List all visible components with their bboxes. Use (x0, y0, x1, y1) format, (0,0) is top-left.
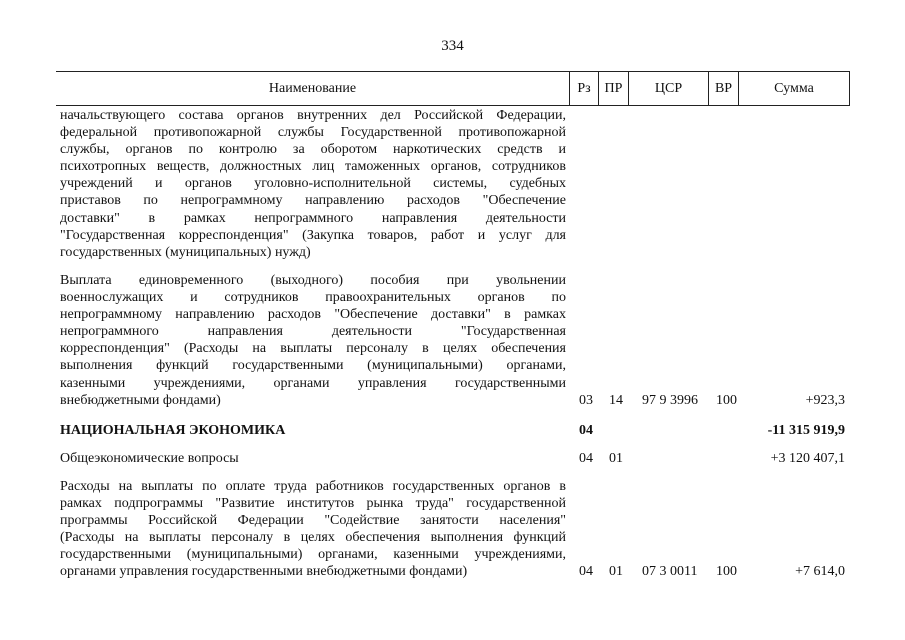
cell-rz: 03 (579, 393, 593, 408)
page-number: 334 (441, 38, 464, 54)
table-row-labor (60, 478, 566, 581)
header-csr: ЦСР (628, 72, 708, 105)
header-name: Наименование (268, 80, 357, 96)
table-header (56, 71, 850, 106)
row-text-line: казенными учреждениями, органами управления государственными (60, 375, 566, 391)
row-text-line: (Расходы на выплаты персоналу в целях обеспечения выполнения функций (60, 530, 566, 546)
row-text-line: корреспонденция" (Расходы на выплаты персоналу в целях обеспечения (60, 341, 566, 357)
header-rz: Рз (569, 72, 598, 105)
row-text-line: учреждений и органов уголовно-исполнительной системы, судебных (60, 176, 566, 192)
header-sum: Сумма (738, 72, 850, 105)
header-vr: ВР (708, 72, 738, 105)
row-text-line: службы, органов по контролю за оборотом наркотических средств и (60, 142, 566, 158)
subsection-heading: Общеэкономические вопросы (60, 451, 239, 466)
cell-pr: 01 (609, 451, 623, 466)
row-text-line: доставки" в рамках непрограммного направления деятельности (60, 210, 566, 226)
row-text-line: федеральной противопожарной службы Государственной противопожарной (60, 125, 566, 141)
cell-csr: 07 3 0011 (642, 564, 698, 579)
cell-rz: 04 (579, 564, 593, 579)
row-text-line: программы Российской Федерации "Содействие занятости населения" (60, 513, 566, 529)
row-text-line: государственными (муниципальными) органами, казенными учреждениями, (60, 547, 566, 563)
row-text-line: выполнения функций государственными (муниципальными) органами, (60, 358, 566, 374)
cell-rz: 04 (579, 423, 593, 438)
cell-pr: 14 (609, 393, 623, 408)
row-text-line: психотропных веществ, должностных лиц таможенных органов, сотрудников (60, 159, 566, 175)
row-text-line: внебюджетными фондами) (60, 392, 221, 408)
cell-sum: -11 315 919,9 (767, 423, 845, 438)
header-pr: ПР (598, 72, 628, 105)
cell-vr: 100 (716, 564, 737, 579)
section-heading: НАЦИОНАЛЬНАЯ ЭКОНОМИКА (60, 423, 286, 438)
cell-sum: +7 614,0 (795, 564, 845, 579)
row-text-line: непрограммному направлению расходов "Обеспечение доставки" в рамках (60, 307, 566, 323)
row-text-line: Расходы на выплаты по оплате труда работников государственных органов в (60, 479, 566, 494)
row-text-line: органами управления государственными внебюджетными фондами) (60, 564, 468, 580)
row-text-line: Выплата единовременного (выходного) пособия при увольнении (60, 273, 566, 288)
cell-sum: +3 120 407,1 (770, 451, 845, 466)
cell-rz: 04 (579, 451, 593, 466)
table-row-severance (60, 272, 566, 409)
row-text-line: приставов по непрограммному направлению расходов "Обеспечение (60, 193, 566, 209)
table-row-continuation (60, 107, 566, 261)
row-text-line: военнослужащих и сотрудников правоохранительных органов по (60, 290, 566, 306)
cell-pr: 01 (609, 564, 623, 579)
row-text-line: "Государственная корреспонденция" (Закупка товаров, работ и услуг для (60, 227, 566, 243)
row-text-line: начальствующего состава органов внутренних дел Российской Федерации, (60, 108, 566, 123)
row-text-line: государственных (муниципальных) нужд) (60, 244, 311, 260)
cell-sum: +923,3 (805, 393, 845, 408)
row-text-line: рамках подпрограммы "Развитие институтов рынка труда" государственной (60, 496, 566, 512)
cell-csr: 97 9 3996 (642, 393, 698, 408)
row-text-line: непрограммного направления деятельности "Государственная (60, 324, 566, 340)
cell-vr: 100 (716, 393, 737, 408)
